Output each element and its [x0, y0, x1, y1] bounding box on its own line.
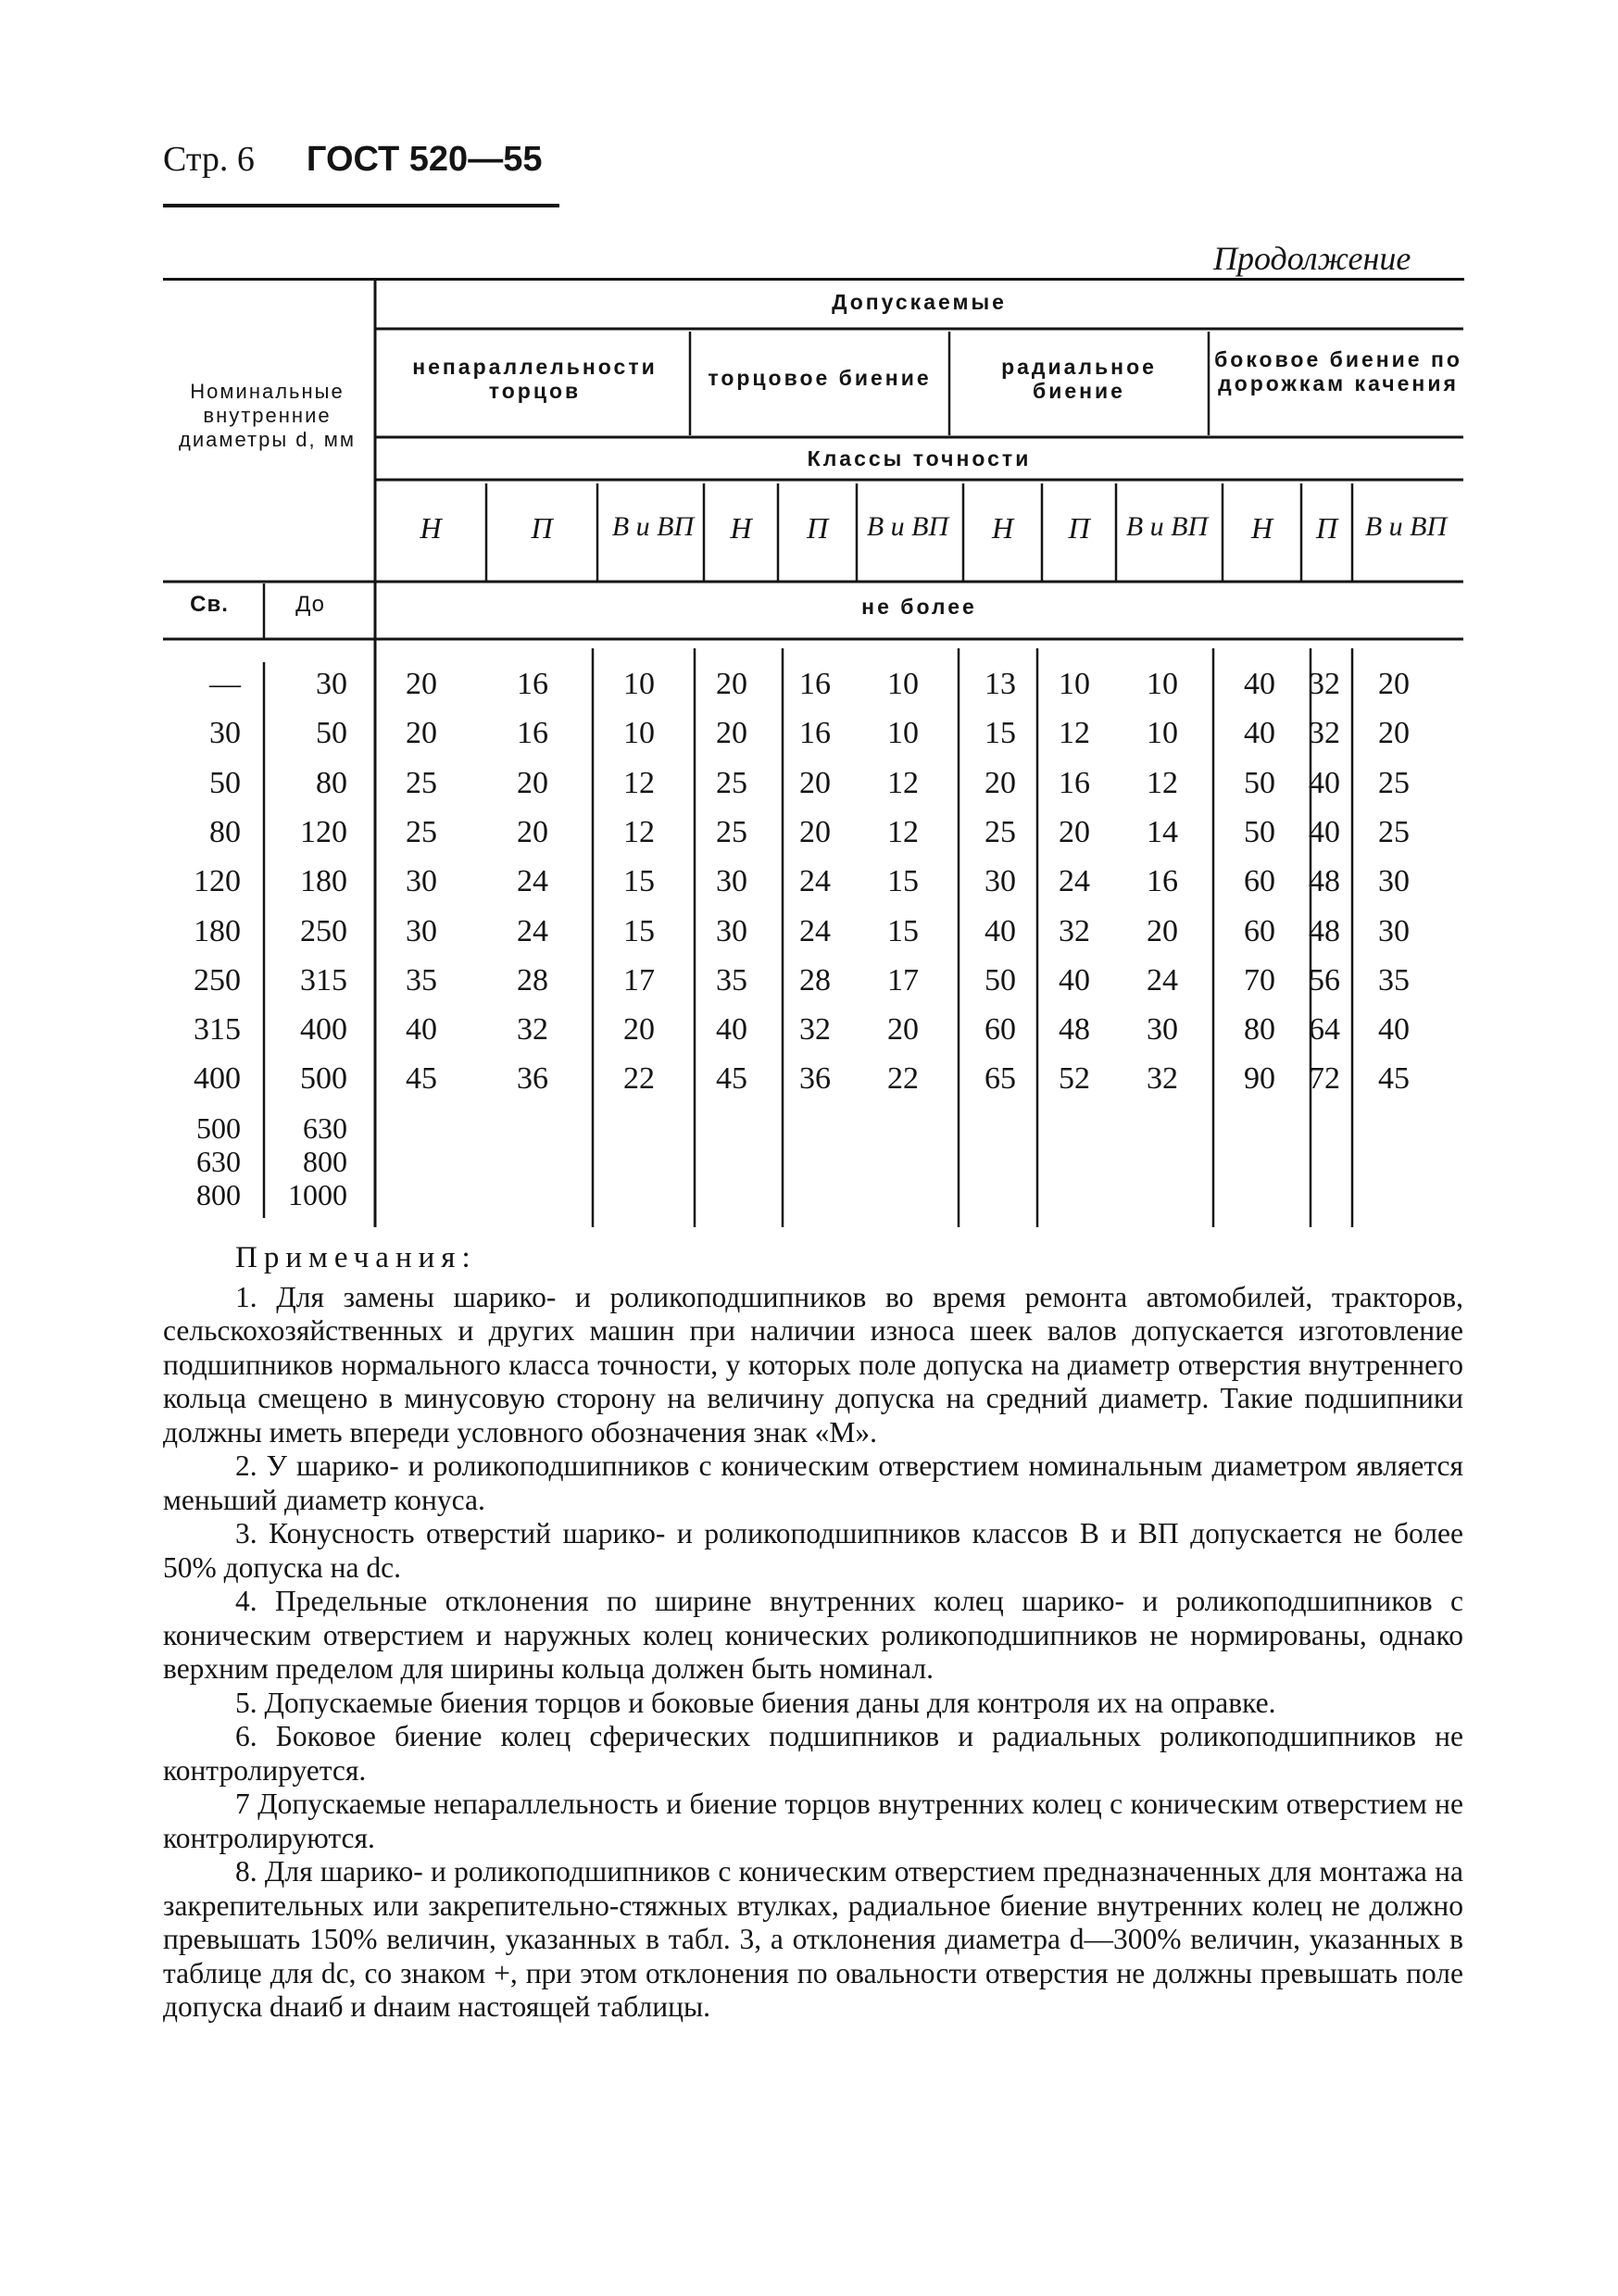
value-cell: 15	[887, 913, 919, 948]
page-number: Стр. 6	[163, 140, 255, 179]
row-to: 180	[300, 864, 347, 899]
value-cell: 35	[1378, 962, 1410, 997]
value-cell: 48	[1309, 913, 1340, 948]
value-cell: 10	[1147, 716, 1178, 751]
value-cell: 20	[623, 1012, 655, 1048]
note-item: 4. Предельные отклонения по ширине внутренних колец шарико- и роликоподшипников с коническим отверстием и наружных колец конических роликоподшипников не нормированы, однако верхним пределом для ширины кольца должен быть номинал.	[163, 1585, 1463, 1685]
nomore-header: не более	[861, 595, 977, 619]
class-label: В и ВП	[866, 511, 949, 542]
value-cell: 36	[517, 1061, 548, 1097]
value-cell: 22	[623, 1061, 655, 1097]
row-to: 1000	[288, 1177, 347, 1211]
value-cell: 45	[406, 1061, 437, 1097]
value-cell: 30	[406, 864, 437, 899]
row-from: 250	[194, 962, 241, 997]
value-cell: 10	[1147, 667, 1178, 701]
value-cell: 16	[517, 716, 548, 751]
to-header: До	[295, 592, 325, 617]
row-from: 800	[196, 1177, 241, 1211]
value-cell: 70	[1244, 962, 1275, 997]
value-cell: 17	[887, 962, 919, 997]
value-cell: 25	[406, 765, 437, 800]
value-cell: 25	[716, 814, 747, 849]
value-cell: 10	[1059, 667, 1090, 701]
row-from: 315	[194, 1012, 241, 1048]
value-cell: 16	[1147, 864, 1178, 899]
value-cell: 20	[1378, 667, 1410, 701]
row-from: —	[209, 667, 241, 701]
row-to: 50	[316, 716, 347, 751]
note-item: 1. Для замены шарико- и роликоподшипников во время ремонта автомобилей, тракторов, сельскохозяйственных и других машин при наличии износа шеек валов допускается изготовление подшипников нормального класса точности, у которых поле допуска на диаметр отверстия внутреннего кольца смещено в минусовую сторону на величину допуска на средний диаметр. Такие подшипники должны иметь впереди условного обозначения знак «М».	[163, 1280, 1463, 1449]
value-cell: 16	[799, 667, 831, 701]
value-cell: 30	[1378, 913, 1410, 948]
value-cell: 15	[623, 913, 655, 948]
value-cell: 20	[716, 716, 747, 751]
value-cell: 32	[1059, 913, 1090, 948]
note-item: 2. У шарико- и роликоподшипников с коническим отверстием номинальным диаметром является меньший диаметр конуса.	[163, 1449, 1463, 1516]
value-cell: 20	[716, 667, 747, 701]
value-cell: 30	[1147, 1012, 1178, 1048]
value-cell: 30	[716, 913, 747, 948]
value-cell: 24	[1147, 962, 1178, 997]
class-label: Н	[1250, 511, 1273, 545]
value-cell: 20	[517, 814, 548, 849]
value-cell: 48	[1309, 864, 1340, 899]
group-header-radial-runout: радиальное биение	[1001, 355, 1157, 403]
value-cell: 35	[716, 962, 747, 997]
note-item: 5. Допускаемые биения торцов и боковые биения даны для контроля их на оправке.	[235, 1686, 1276, 1719]
row-to: 400	[300, 1012, 347, 1048]
value-cell: 40	[716, 1012, 747, 1048]
value-cell: 10	[887, 716, 919, 751]
value-cell: 24	[1059, 864, 1090, 899]
allowed-header: Допускаемые	[832, 290, 1007, 314]
row-to: 315	[300, 962, 347, 997]
row-to: 800	[303, 1144, 347, 1178]
value-cell: 20	[1147, 913, 1178, 948]
value-cell: 60	[1244, 864, 1275, 899]
value-cell: 17	[623, 962, 655, 997]
accuracy-header: Классы точности	[807, 446, 1032, 470]
row-from: 120	[194, 864, 241, 899]
value-cell: 16	[799, 716, 831, 751]
diameter-header: Номинальные внутренние диаметры d, мм	[179, 380, 356, 451]
value-cell: 90	[1244, 1061, 1275, 1097]
value-cell: 20	[887, 1012, 919, 1048]
value-cell: 32	[799, 1012, 831, 1048]
row-to: 30	[316, 667, 347, 701]
value-cell: 25	[985, 814, 1016, 849]
notes-section	[163, 1241, 1463, 2025]
value-cell: 56	[1309, 962, 1340, 997]
value-cell: 40	[1244, 667, 1275, 701]
notes-title: Примечания:	[235, 1241, 477, 1274]
value-cell: 32	[517, 1012, 548, 1048]
value-cell: 30	[1378, 864, 1410, 899]
value-cell: 32	[1309, 667, 1340, 701]
value-cell: 40	[1309, 814, 1340, 849]
value-cell: 40	[1244, 716, 1275, 751]
class-label: В и ВП	[1125, 511, 1209, 542]
row-from: 50	[209, 765, 241, 800]
value-cell: 15	[985, 716, 1016, 751]
value-cell: 20	[517, 765, 548, 800]
value-cell: 15	[887, 864, 919, 899]
value-cell: 10	[623, 667, 655, 701]
value-cell: 12	[887, 765, 919, 800]
value-cell: 30	[406, 913, 437, 948]
value-cell: 12	[623, 765, 655, 800]
value-cell: 20	[985, 765, 1016, 800]
value-cell: 30	[716, 864, 747, 899]
value-cell: 20	[799, 765, 831, 800]
value-cell: 80	[1244, 1012, 1275, 1048]
value-cell: 14	[1147, 814, 1178, 849]
value-cell: 12	[887, 814, 919, 849]
note-item: 7 Допускаемые непараллельность и биение торцов внутренних колец с коническим отверстием не контролируются.	[163, 1788, 1463, 1854]
value-cell: 24	[517, 913, 548, 948]
row-from: 400	[194, 1061, 241, 1097]
row-to: 80	[316, 765, 347, 800]
continuation-label: Продолжение	[1213, 240, 1411, 277]
value-cell: 20	[406, 716, 437, 751]
value-cell: 28	[517, 962, 548, 997]
value-cell: 13	[985, 667, 1016, 701]
value-cell: 22	[887, 1061, 919, 1097]
row-from: 180	[194, 913, 241, 948]
value-cell: 32	[1147, 1061, 1178, 1097]
row-from: 500	[196, 1110, 241, 1145]
value-cell: 24	[799, 913, 831, 948]
value-cell: 40	[406, 1012, 437, 1048]
group-header-side-runout: боковое биение по дорожкам качения	[1214, 347, 1462, 395]
value-cell: 16	[517, 667, 548, 701]
class-label: П	[531, 511, 553, 545]
value-cell: 28	[799, 962, 831, 997]
value-cell: 25	[716, 765, 747, 800]
value-cell: 12	[1059, 716, 1090, 751]
class-label: В и ВП	[611, 511, 695, 542]
class-label: В и ВП	[1364, 511, 1448, 542]
value-cell: 20	[799, 814, 831, 849]
row-to: 500	[300, 1061, 347, 1097]
value-cell: 52	[1059, 1061, 1090, 1097]
class-label: Н	[730, 511, 752, 545]
value-cell: 48	[1059, 1012, 1090, 1048]
row-from: 80	[209, 814, 241, 849]
note-item: 6. Боковое биение колец сферических подшипников и радиальных роликоподшипников не контролируется.	[163, 1720, 1463, 1787]
value-cell: 65	[985, 1061, 1016, 1097]
value-cell: 25	[1378, 765, 1410, 800]
value-cell: 40	[1059, 962, 1090, 997]
class-label: П	[1315, 511, 1338, 545]
row-to: 250	[300, 913, 347, 948]
row-to: 120	[300, 814, 347, 849]
standard-title: ГОСТ 520—55	[306, 140, 543, 179]
value-cell: 60	[985, 1012, 1016, 1048]
row-from: 30	[209, 716, 241, 751]
value-cell: 40	[1309, 765, 1340, 800]
value-cell: 25	[1378, 814, 1410, 849]
row-to: 630	[303, 1110, 347, 1145]
value-cell: 20	[1378, 716, 1410, 751]
value-cell: 60	[1244, 913, 1275, 948]
from-header: Св.	[190, 592, 229, 617]
class-label: П	[1068, 511, 1090, 545]
value-cell: 12	[1147, 765, 1178, 800]
value-cell: 72	[1309, 1061, 1340, 1097]
note-item: 8. Для шарико- и роликоподшипников с коническим отверстием предназначенных для монтажа на закрепительных или закрепительно-стяжных втулках, радиальное биение внутренних колец не должно превышать 150% величин, указанных в табл. 3, а отклонения диаметра d—300% величин, указанных в таблице для dс, со знаком +, при этом отклонения по овальности отверстия не должны превышать поле допуска dнаиб и dнаим настоящей таблицы.	[163, 1855, 1463, 2023]
group-header-face-runout: торцовое биение	[708, 366, 932, 390]
value-cell: 24	[799, 864, 831, 899]
value-cell: 40	[985, 913, 1016, 948]
value-cell: 50	[1244, 765, 1275, 800]
class-label: П	[806, 511, 829, 545]
value-cell: 25	[406, 814, 437, 849]
value-cell: 45	[716, 1061, 747, 1097]
value-cell: 10	[623, 716, 655, 751]
value-cell: 64	[1309, 1012, 1340, 1048]
value-cell: 24	[517, 864, 548, 899]
value-cell: 30	[985, 864, 1016, 899]
value-cell: 20	[1059, 814, 1090, 849]
value-cell: 50	[985, 962, 1016, 997]
value-cell: 20	[406, 667, 437, 701]
group-header-nonparallel: непараллельности торцов	[412, 355, 658, 403]
value-cell: 50	[1244, 814, 1275, 849]
class-label: Н	[991, 511, 1014, 545]
value-cell: 15	[623, 864, 655, 899]
row-from: 630	[196, 1144, 241, 1178]
value-cell: 45	[1378, 1061, 1410, 1097]
class-label: Н	[420, 511, 442, 545]
value-cell: 32	[1309, 716, 1340, 751]
value-cell: 40	[1378, 1012, 1410, 1048]
value-cell: 35	[406, 962, 437, 997]
value-cell: 12	[623, 814, 655, 849]
note-item: 3. Конусность отверстий шарико- и роликоподшипников классов В и ВП допускается не более 50% допуска на dс.	[163, 1517, 1463, 1584]
value-cell: 10	[887, 667, 919, 701]
value-cell: 16	[1059, 765, 1090, 800]
value-cell: 36	[799, 1061, 831, 1097]
